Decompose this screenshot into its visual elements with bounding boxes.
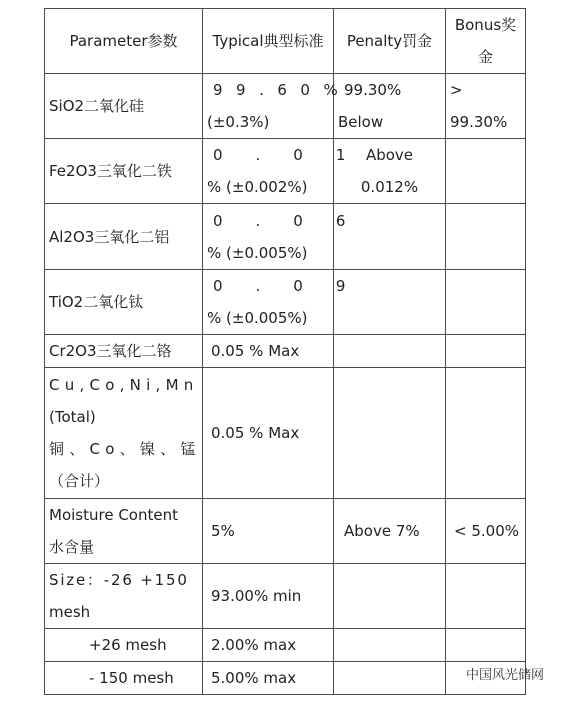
table-row-sio2 (45, 74, 526, 139)
header-bonus-line2: 金 (477, 48, 493, 66)
site-watermark: 中国风光储网 (466, 668, 545, 683)
typical-value: 0.09 (213, 277, 379, 295)
param-cell (45, 368, 203, 499)
param-cell: +26 mesh (45, 629, 203, 662)
penalty-cell (334, 368, 446, 499)
param-line1: Size：-26 +150 (49, 571, 189, 589)
typical-cell: 5% (203, 499, 334, 564)
table-row-size (45, 564, 526, 629)
param-cell: Fe2O3三氧化二铁 (45, 139, 203, 204)
table-row-cr2o3 (45, 335, 526, 368)
bonus-cell (446, 629, 526, 662)
bonus-cell: < 5.00% (446, 499, 526, 564)
param-line2: mesh (49, 603, 91, 621)
bonus-cell (446, 335, 526, 368)
penalty-line1: 99.30% (344, 81, 402, 99)
param-cell (45, 499, 203, 564)
typical-cell (203, 270, 379, 335)
specification-table (44, 8, 526, 695)
penalty-cell (334, 74, 446, 139)
typical-cell: 93.00% min (203, 564, 334, 629)
penalty-line2: Below (338, 113, 384, 131)
bonus-cell (446, 368, 526, 499)
typical-cell (203, 74, 352, 139)
param-line1: Moisture Content (49, 506, 178, 524)
typical-value: 0.01 (213, 146, 379, 164)
param-line4: （合计） (49, 472, 110, 490)
header-bonus (446, 9, 526, 74)
typical-tolerance: % (±0.005%) (207, 309, 308, 327)
param-cell: - 150 mesh (45, 662, 203, 695)
param-line2: 水含量 (49, 538, 95, 556)
param-line3: 铜、Co、镍、锰 (49, 440, 201, 458)
typical-cell (203, 139, 379, 204)
param-line2: (Total) (49, 408, 96, 426)
table-row-fe2o3 (45, 139, 526, 204)
typical-tolerance: (±0.3%) (207, 113, 270, 131)
table-row-minus150-mesh (45, 662, 526, 695)
penalty-cell (334, 564, 446, 629)
penalty-line2: 0.012% (360, 178, 419, 196)
typical-value: 99.60% (213, 81, 352, 99)
bonus-cell (446, 564, 526, 629)
typical-cell (203, 204, 379, 270)
param-line1: Cu,Co,Ni,Mn (49, 376, 199, 394)
param-cell: Al2O3三氧化二铝 (45, 204, 203, 270)
typical-tolerance: % (±0.002%) (207, 178, 308, 196)
typical-value: 0.06 (213, 211, 379, 230)
bonus-cell (446, 204, 526, 270)
param-cell: TiO2二氧化钛 (45, 270, 203, 335)
typical-cell: 0.05 % Max (203, 335, 334, 368)
header-row (45, 9, 526, 74)
header-bonus-line1: Bonus奖 (454, 16, 517, 34)
table-row-plus26-mesh (45, 629, 526, 662)
typical-cell: 0.05 % Max (203, 368, 334, 499)
table-row-moisture (45, 499, 526, 564)
penalty-cell (334, 662, 446, 695)
header-penalty: Penalty罚金 (334, 9, 446, 74)
header-parameter: Parameter参数 (45, 9, 203, 74)
table-row-tio2 (45, 270, 526, 335)
penalty-cell (334, 335, 446, 368)
param-cell: SiO2二氧化硅 (45, 74, 203, 139)
header-typical: Typical典型标准 (203, 9, 334, 74)
bonus-cell (446, 270, 526, 335)
penalty-cell: Above 7% (334, 499, 446, 564)
typical-cell: 2.00% max (203, 629, 334, 662)
penalty-cell (334, 629, 446, 662)
table-row-cu-co-ni-mn (45, 368, 526, 499)
typical-tolerance: % (±0.005%) (207, 243, 308, 262)
param-cell (45, 564, 203, 629)
table-row-al2o3 (45, 204, 526, 270)
typical-cell: 5.00% max (203, 662, 334, 695)
bonus-cell (446, 139, 526, 204)
bonus-cell: > 99.30% (446, 74, 526, 139)
penalty-line1: Above (365, 146, 414, 164)
param-cell: Cr2O3三氧化二铬 (45, 335, 203, 368)
